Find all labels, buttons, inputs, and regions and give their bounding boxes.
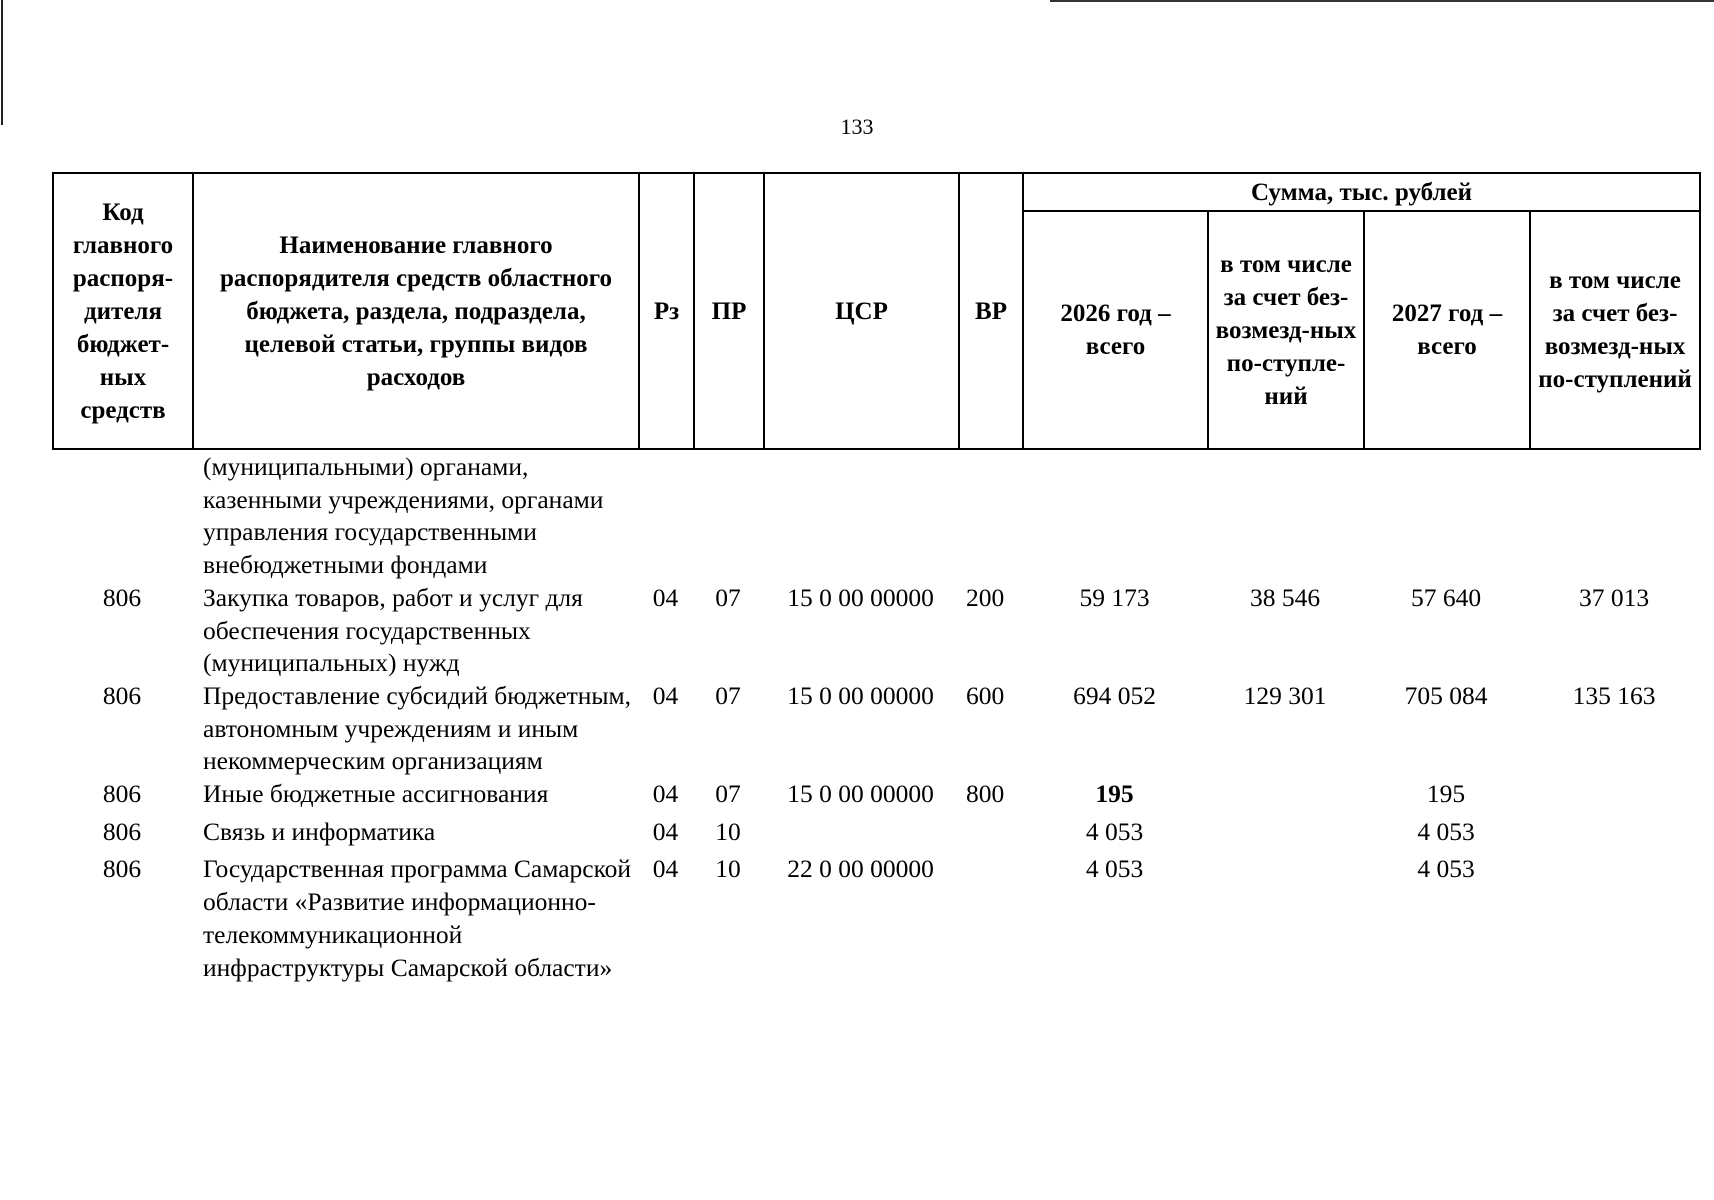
row-2027-total: 4 053	[1417, 854, 1475, 884]
row-2027-grants	[1529, 853, 1699, 984]
header-2027-total: 2027 год – всего	[1364, 211, 1530, 449]
row-code: 806	[102, 854, 142, 884]
row-2026-grants: 129 301	[1243, 680, 1327, 710]
row-code: 806	[102, 680, 142, 710]
header-2027-grants: в том числе за счет без-возмезд-ных по-ступлений	[1530, 211, 1700, 449]
row-csr: 15 0 00 00000	[787, 582, 934, 612]
table-row	[52, 778, 1698, 811]
row-2026-grants	[1207, 778, 1363, 811]
row-pr: 10	[715, 854, 741, 884]
row-csr: 22 0 00 00000	[787, 854, 934, 884]
row-2027-grants	[1529, 816, 1699, 849]
header-rz: Рз	[639, 173, 694, 449]
row-rz: 04	[652, 854, 679, 884]
scan-edge-left	[1, 0, 3, 125]
row-code: 806	[102, 582, 142, 612]
row-csr: 15 0 00 00000	[787, 680, 934, 710]
row-rz	[638, 451, 693, 582]
row-rz: 04	[652, 779, 679, 809]
row-vr	[958, 853, 1022, 984]
row-2026-total: 694 052	[1073, 680, 1156, 710]
row-rz: 04	[652, 582, 679, 612]
row-code: 806	[102, 816, 142, 846]
table-body	[52, 451, 1698, 984]
row-name: Иные бюджетные ассигнования	[203, 779, 549, 809]
row-vr: 800	[966, 779, 1005, 809]
row-code	[52, 451, 192, 582]
row-2026-grants	[1207, 451, 1363, 582]
row-pr: 10	[715, 816, 741, 846]
row-rz: 04	[652, 816, 679, 846]
header-2026-grants: в том числе за счет без-возмезд-ных по-ступле-ний	[1208, 211, 1364, 449]
row-2026-total	[1022, 451, 1207, 582]
scan-edge-top	[1050, 0, 1714, 2]
row-pr: 07	[715, 680, 741, 710]
header-code: Код главного распоря-дителя бюджет-ных средств	[53, 173, 193, 449]
row-vr	[958, 816, 1022, 849]
table-row	[52, 853, 1698, 984]
row-csr	[763, 451, 958, 582]
table-row	[52, 582, 1698, 680]
header-name: Наименование главного распорядителя средств областного бюджета, раздела, подраздела, целевой статьи, группы видов расходов	[193, 173, 639, 449]
row-name: (муниципальными) органами, казенными учреждениями, органами управления государственными внебюджетными фондами	[203, 452, 604, 580]
row-2027-grants: 135 163	[1572, 680, 1656, 710]
row-vr: 200	[966, 582, 1005, 612]
header-pr: ПР	[694, 173, 764, 449]
row-2027-total	[1363, 451, 1529, 582]
page-number: 133	[840, 114, 874, 139]
row-2027-total: 705 084	[1404, 680, 1488, 710]
row-2027-grants	[1529, 451, 1699, 582]
table-header	[52, 172, 1701, 450]
row-vr: 600	[966, 680, 1005, 710]
row-2027-total: 195	[1426, 779, 1466, 809]
row-vr	[958, 451, 1022, 582]
header-2026-total: 2026 год – всего	[1023, 211, 1208, 449]
row-name: Закупка товаров, работ и услуг для обеспечения государственных (муниципальных) нужд	[203, 582, 583, 678]
row-2026-total: 4 053	[1085, 854, 1144, 884]
row-2027-total: 4 053	[1417, 816, 1475, 846]
row-name: Предоставление субсидий бюджетным, автономным учреждениям и иным некоммерческим организациям	[203, 680, 632, 776]
row-pr: 07	[715, 779, 741, 809]
header-vr: ВР	[959, 173, 1023, 449]
row-pr: 07	[715, 582, 741, 612]
header-csr: ЦСР	[764, 173, 959, 449]
row-2027-grants: 37 013	[1578, 582, 1650, 612]
row-csr: 15 0 00 00000	[787, 779, 934, 809]
table-row	[52, 816, 1698, 849]
row-name: Государственная программа Самарской области «Развитие информационно-телекоммуникационной инфраструктуры Самарской области»	[203, 854, 632, 982]
row-pr	[693, 451, 763, 582]
row-2027-grants	[1529, 778, 1699, 811]
row-2026-total: 59 173	[1079, 582, 1150, 612]
row-2026-grants	[1207, 816, 1363, 849]
row-rz: 04	[652, 680, 679, 710]
row-2027-total: 57 640	[1410, 582, 1482, 612]
row-2026-total: 195	[1095, 779, 1134, 809]
row-code: 806	[102, 779, 142, 809]
header-sum: Сумма, тыс. рублей	[1023, 173, 1700, 211]
row-2026-grants: 38 546	[1249, 582, 1321, 612]
table-row	[52, 680, 1698, 778]
row-2026-grants	[1207, 853, 1363, 984]
table-row	[52, 451, 1698, 582]
row-2026-total: 4 053	[1085, 816, 1144, 846]
row-name: Связь и информатика	[203, 816, 436, 846]
row-csr	[763, 816, 958, 849]
